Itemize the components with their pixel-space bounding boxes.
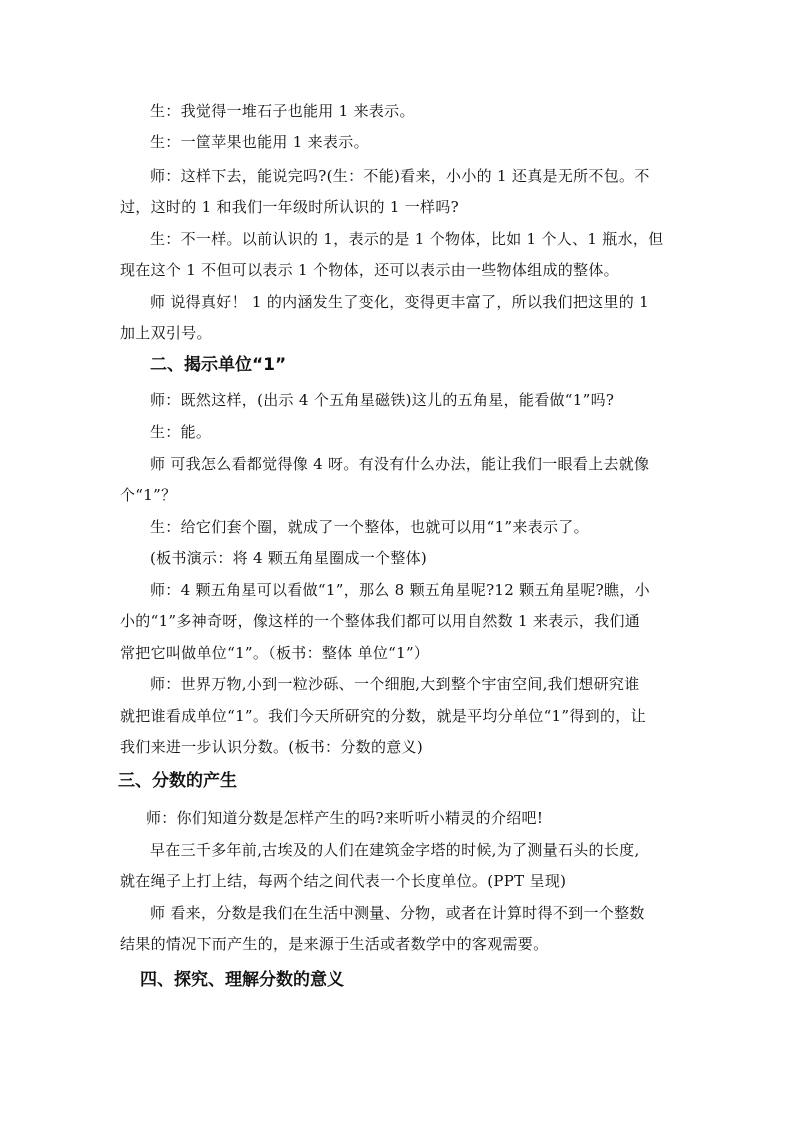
paragraph-line: 生：我觉得一堆石子也能用 1 来表示。 [150,102,415,120]
paragraph-line: 师 可我怎么看都觉得像 4 呀。有没有什么办法，能让我们一眼看上去就像 [150,455,650,473]
paragraph-line: 师：4 颗五角星可以看做“1”，那么 8 颗五角星呢?12 颗五角星呢?瞧，小 [150,581,650,599]
paragraph-line: 结果的情况下而产生的，是来源于生活或者数学中的客观需要。 [120,935,549,953]
paragraph-line: 常把它叫做单位“1”。（板书：整体 单位“1”） [120,644,430,662]
paragraph-line: 师：既然这样，(出示 4 个五角星磁铁)这儿的五角星，能看做“1”吗? [150,391,615,409]
paragraph-line: 生：给它们套个圈，就成了一个整体，也就可以用“1”来表示了。 [150,518,589,536]
section-heading: 二、揭示单位“1” [150,355,287,375]
paragraph-line: 加上双引号。 [120,324,212,342]
paragraph-line: 生：能。 [150,423,212,441]
section-heading: 三、分数的产生 [118,771,237,791]
paragraph-line: (板书演示：将 4 颗五角星圈成一个整体) [150,549,428,567]
paragraph-line: 师：世界万物,小到一粒沙砾、一个细胞,大到整个宇宙空间,我们想研究谁 [150,675,640,693]
paragraph-line: 个“1”？ [120,486,177,504]
paragraph-line: 师 看来，分数是我们在生活中测量、分物，或者在计算时得不到一个整数 [150,904,645,922]
paragraph-line: 我们来进一步认识分数。(板书：分数的意义) [120,738,424,756]
paragraph-line: 就把谁看成单位“1”。我们今天所研究的分数，就是平均分单位“1”得到的，让 [120,707,646,725]
paragraph-line: 现在这个 1 不但可以表示 1 个物体，还可以表示由一些物体组成的整体。 [120,261,619,279]
paragraph-line: 师：这样下去，能说完吗?(生：不能)看来，小小的 1 还真是无所不包。不 [150,167,650,185]
paragraph-line: 早在三千多年前,古埃及的人们在建筑金字塔的时候,为了测量石头的长度, [150,841,640,859]
section-heading: 四、探究、理解分数的意义 [140,970,344,990]
paragraph-line: 生：不一样。以前认识的 1，表示的是 1 个物体，比如 1 个人、1 瓶水，但 [150,230,664,248]
paragraph-line: 小的“1”多神奇呀，像这样的一个整体我们都可以用自然数 1 来表示，我们通 [120,612,641,630]
paragraph-line: 生：一筐苹果也能用 1 来表示。 [150,133,369,151]
paragraph-line: 就在绳子上打上结，每两个结之间代表一个长度单位。(PPT 呈现) [120,872,567,890]
paragraph-line: 师：你们知道分数是怎样产生的吗?来听听小精灵的介绍吧! [146,809,544,827]
paragraph-line: 师 说得真好！ 1 的内涵发生了变化，变得更丰富了，所以我们把这里的 1 [150,293,649,311]
paragraph-line: 过，这时的 1 和我们一年级时所认识的 1 一样吗? [120,198,460,216]
